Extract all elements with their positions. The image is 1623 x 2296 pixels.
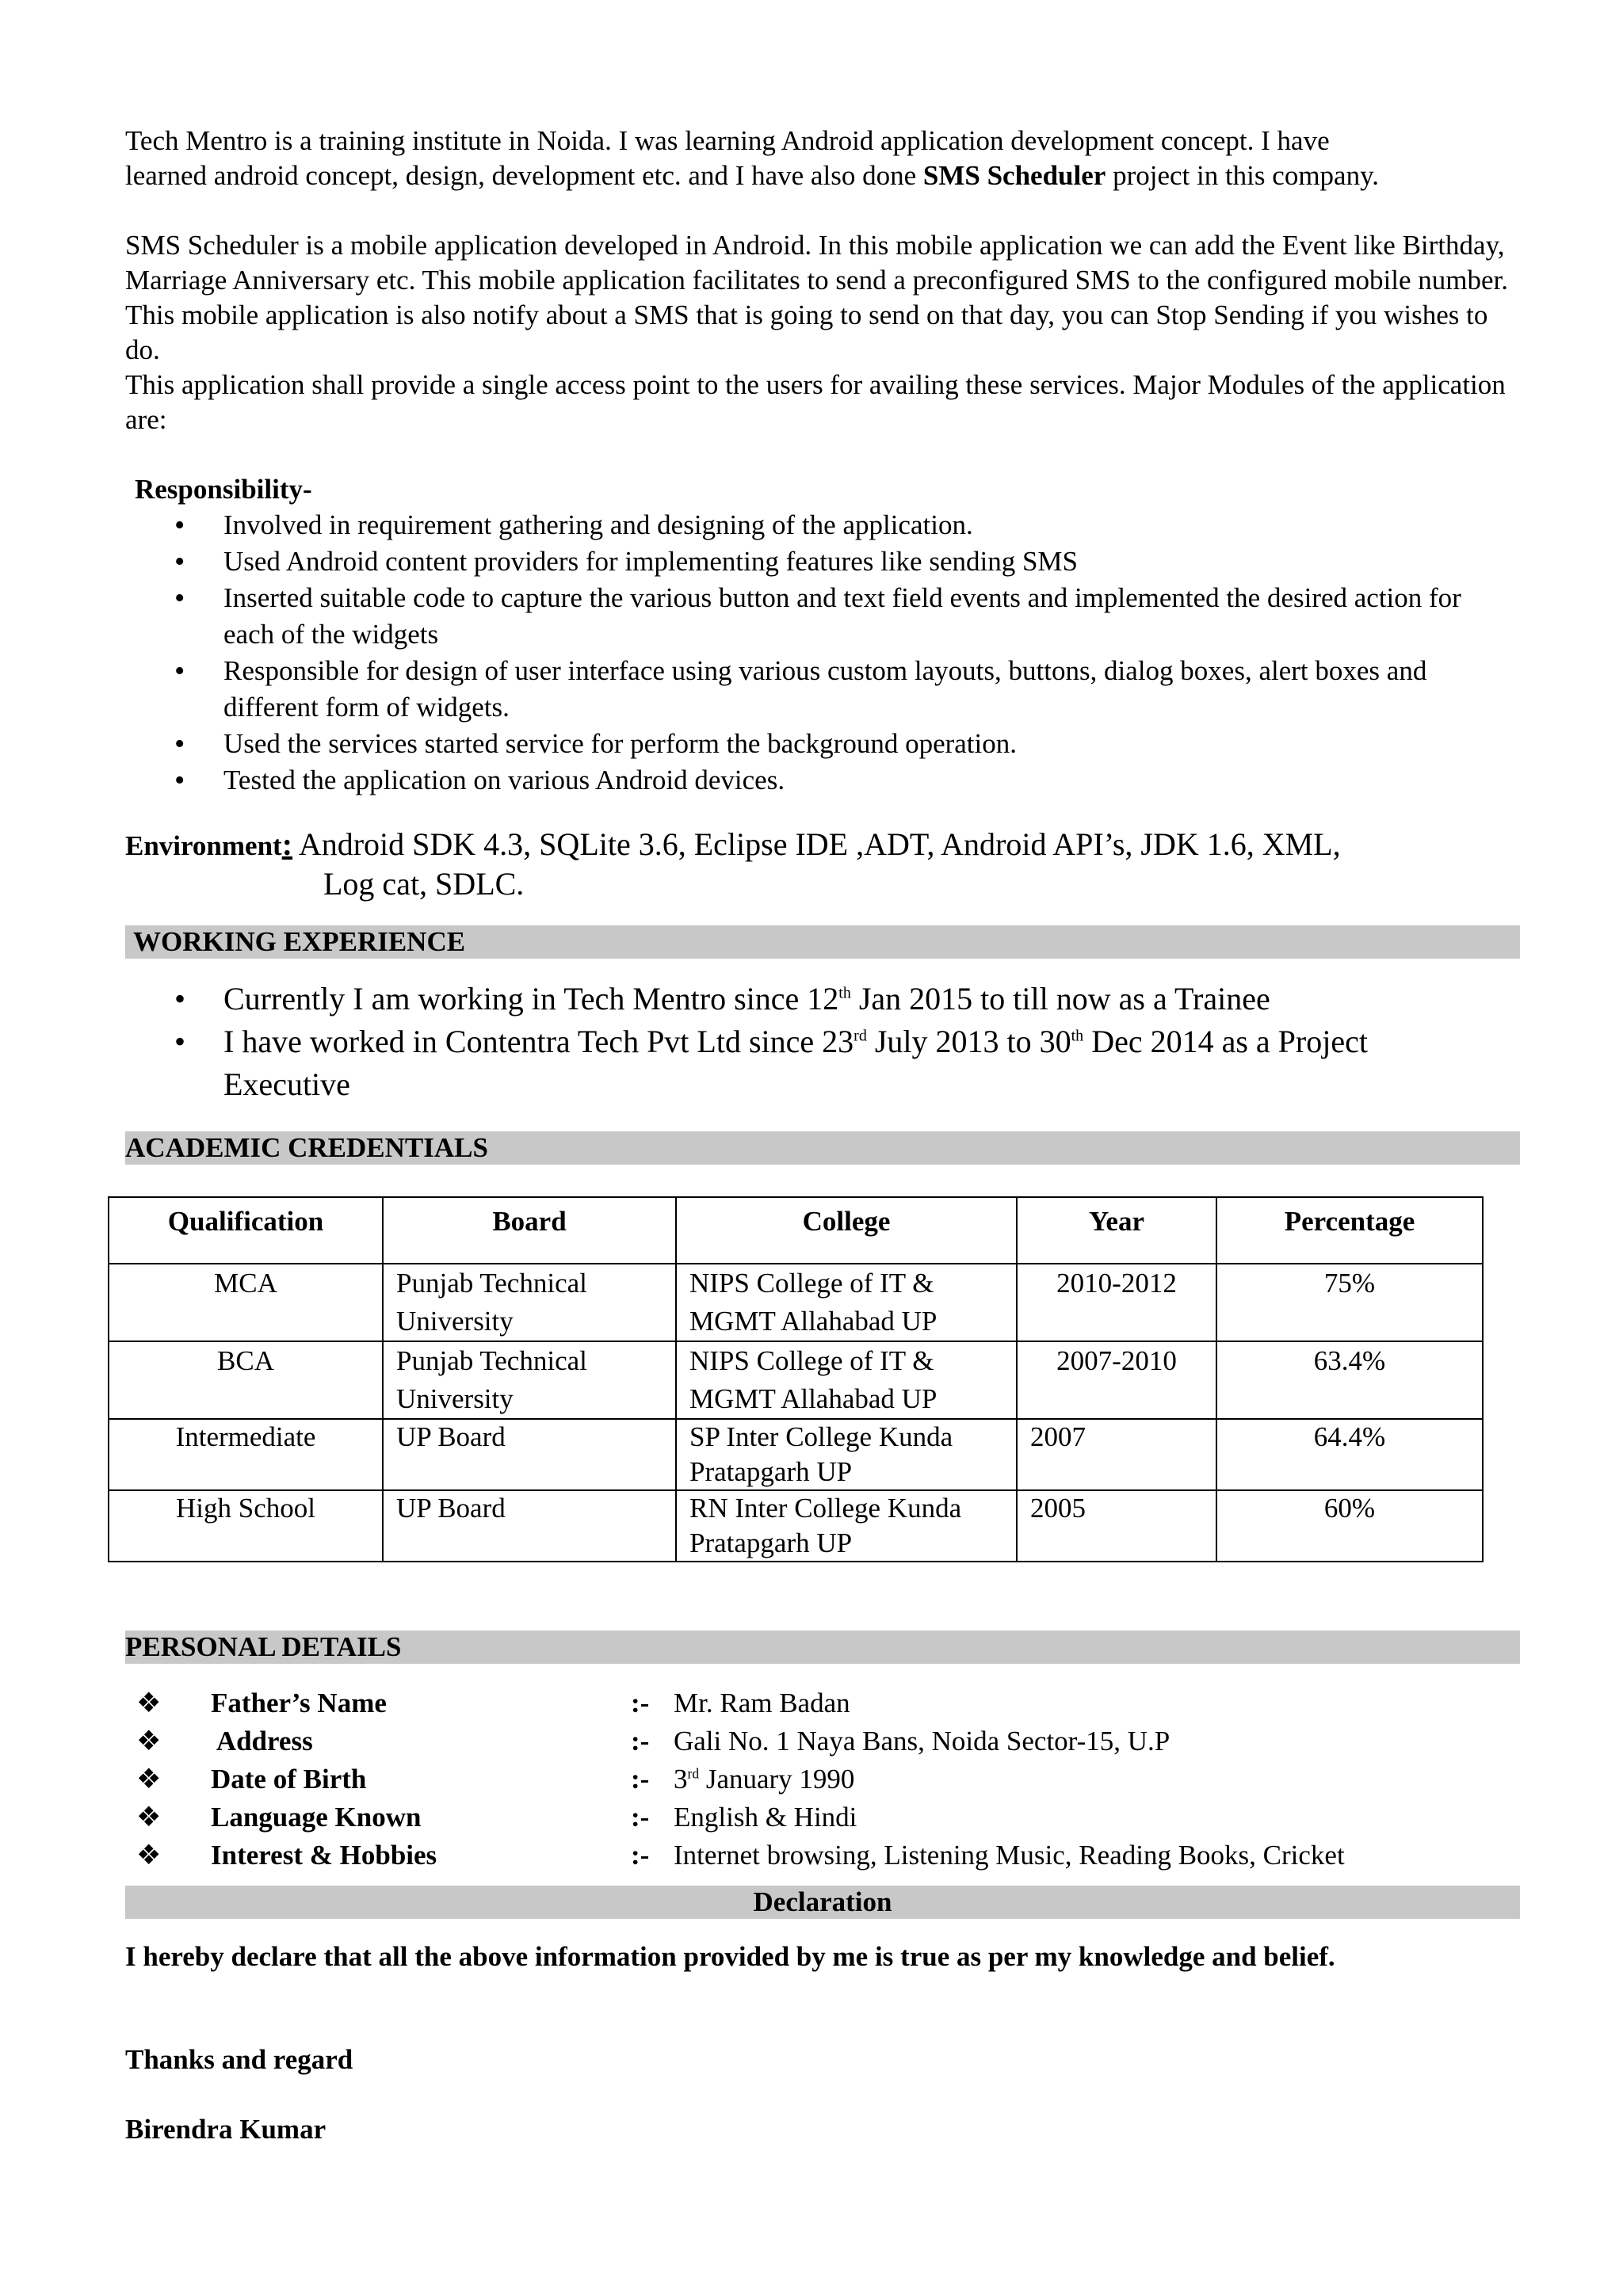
personal-details-heading: PERSONAL DETAILS: [125, 1630, 1520, 1664]
project-intro-line2: learned android concept, design, development etc. and I have also done: [125, 160, 923, 191]
diamond-bullet-icon: ❖: [136, 1726, 162, 1756]
signature-name: Birendra Kumar: [125, 2114, 327, 2145]
detail-separator: :-: [631, 1688, 650, 1718]
declaration-heading: Declaration: [125, 1886, 1520, 1919]
project-description-2: This application shall provide a single access point to the users for availing these services. Major Modules of the application are:: [125, 369, 1506, 435]
detail-value: Internet browsing, Listening Music, Reading Books, Cricket: [674, 1840, 1345, 1871]
detail-separator: :-: [631, 1840, 650, 1871]
table-cell: 2007-2010: [1017, 1341, 1216, 1419]
table-cell: NIPS College of IT & MGMT Allahabad UP: [676, 1264, 1017, 1341]
table-cell: UP Board: [383, 1419, 676, 1490]
table-cell: MCA: [109, 1264, 383, 1341]
list-item: • Involved in requirement gathering and designing of the application.: [125, 507, 1520, 543]
diamond-bullet-icon: ❖: [136, 1764, 162, 1794]
project-intro: [125, 124, 1520, 193]
table-row: [109, 1341, 1483, 1419]
detail-key: Father’s Name: [211, 1688, 387, 1718]
diamond-bullet-icon: ❖: [136, 1802, 162, 1833]
detail-key: Date of Birth: [211, 1764, 367, 1794]
environment-line1: Android SDK 4.3, SQLite 3.6, Eclipse IDE ,ADT, Android API’s, JDK 1.6, XML,: [292, 826, 1341, 862]
working-experience-heading: WORKING EXPERIENCE: [125, 925, 1520, 959]
environment-label: Environment: [125, 830, 282, 861]
list-item: • I have worked in Contentra Tech Pvt Ltd since 23rd July 2013 to 30th Dec 2014 as a Project Executive: [125, 1020, 1520, 1106]
table-cell: UP Board: [383, 1490, 676, 1562]
detail-value: Gali No. 1 Naya Bans, Noida Sector-15, U.P: [674, 1726, 1170, 1756]
project-name: SMS Scheduler: [922, 160, 1106, 191]
table-cell: Punjab Technical University: [383, 1341, 676, 1419]
resume-page: [125, 124, 1520, 2147]
table-cell: 64.4%: [1216, 1419, 1483, 1490]
table-cell: SP Inter College Kunda Pratapgarh UP: [676, 1419, 1017, 1490]
table-header: Percentage: [1216, 1197, 1483, 1264]
declaration-text: I hereby declare that all the above information provided by me is true as per my knowledge and belief.: [125, 1941, 1335, 1972]
table-cell: Punjab Technical University: [383, 1264, 676, 1341]
table-row: [109, 1419, 1483, 1490]
table-header: Board: [383, 1197, 676, 1264]
environment: [125, 826, 1520, 903]
table-cell: BCA: [109, 1341, 383, 1419]
list-item: • Used the services started service for perform the background operation.: [125, 726, 1520, 762]
academic-table: [108, 1196, 1484, 1562]
detail-key: Interest & Hobbies: [211, 1840, 437, 1871]
table-cell: 60%: [1216, 1490, 1483, 1562]
detail-value: English & Hindi: [674, 1802, 857, 1833]
list-item: • Responsible for design of user interface using various custom layouts, buttons, dialog boxes, alert boxes and different form of widgets.: [125, 653, 1520, 726]
detail-value: Mr. Ram Badan: [674, 1688, 850, 1718]
table-cell: High School: [109, 1490, 383, 1562]
environment-line2: Log cat, SDLC.: [323, 866, 525, 902]
list-item: • Used Android content providers for implementing features like sending SMS: [125, 543, 1520, 580]
detail-key: Address: [211, 1726, 313, 1756]
table-header: Qualification: [109, 1197, 383, 1264]
list-item: [125, 1836, 1520, 1875]
detail-separator: :-: [631, 1726, 650, 1756]
table-cell: 2010-2012: [1017, 1264, 1216, 1341]
list-item: [125, 1760, 1520, 1798]
environment-colon: :: [281, 826, 293, 862]
academic-credentials-heading: ACADEMIC CREDENTIALS: [125, 1131, 1520, 1165]
table-cell: Intermediate: [109, 1419, 383, 1490]
diamond-bullet-icon: ❖: [136, 1688, 162, 1718]
project-description: SMS Scheduler is a mobile application developed in Android. In this mobile application we can add the Event like Birthday, Marriage Anniversary etc. This mobile application facilitates to send a preconfigured SMS to the configured mobile number. This mobile application is also notify about a SMS that is going to send on that day, you can Stop Sending if you wishes to do.: [125, 230, 1508, 365]
table-header-row: [109, 1197, 1483, 1264]
table-row: [109, 1490, 1483, 1562]
table-cell: 2005: [1017, 1490, 1216, 1562]
table-cell: 75%: [1216, 1264, 1483, 1341]
detail-value: 3rd January 1990: [674, 1764, 855, 1794]
list-item: [125, 1722, 1520, 1760]
list-item: • Inserted suitable code to capture the various button and text field events and implemented the desired action for each of the widgets: [125, 580, 1520, 653]
list-item: • Tested the application on various Android devices.: [125, 762, 1520, 799]
closing-thanks: Thanks and regard: [125, 2044, 353, 2075]
table-cell: RN Inter College Kunda Pratapgarh UP: [676, 1490, 1017, 1562]
table-header: College: [676, 1197, 1017, 1264]
personal-details: [125, 1684, 1520, 1875]
list-item: • Currently I am working in Tech Mentro since 12th Jan 2015 to till now as a Trainee: [125, 978, 1520, 1020]
detail-key: Language Known: [211, 1802, 422, 1833]
responsibility-list: [125, 507, 1520, 799]
list-item: [125, 1684, 1520, 1722]
table-cell: 63.4%: [1216, 1341, 1483, 1419]
experience-list: [125, 978, 1520, 1106]
detail-separator: :-: [631, 1802, 650, 1833]
table-cell: NIPS College of IT & MGMT Allahabad UP: [676, 1341, 1017, 1419]
table-cell: 2007: [1017, 1419, 1216, 1490]
responsibility-heading: Responsibility-: [135, 474, 312, 505]
project-intro-line1: Tech Mentro is a training institute in Noida. I was learning Android application development concept. I have: [125, 125, 1330, 156]
table-header: Year: [1017, 1197, 1216, 1264]
list-item: [125, 1798, 1520, 1836]
project-intro-line2-end: project in this company.: [1106, 160, 1380, 191]
detail-separator: :-: [631, 1764, 650, 1794]
diamond-bullet-icon: ❖: [136, 1840, 162, 1871]
table-row: [109, 1264, 1483, 1341]
